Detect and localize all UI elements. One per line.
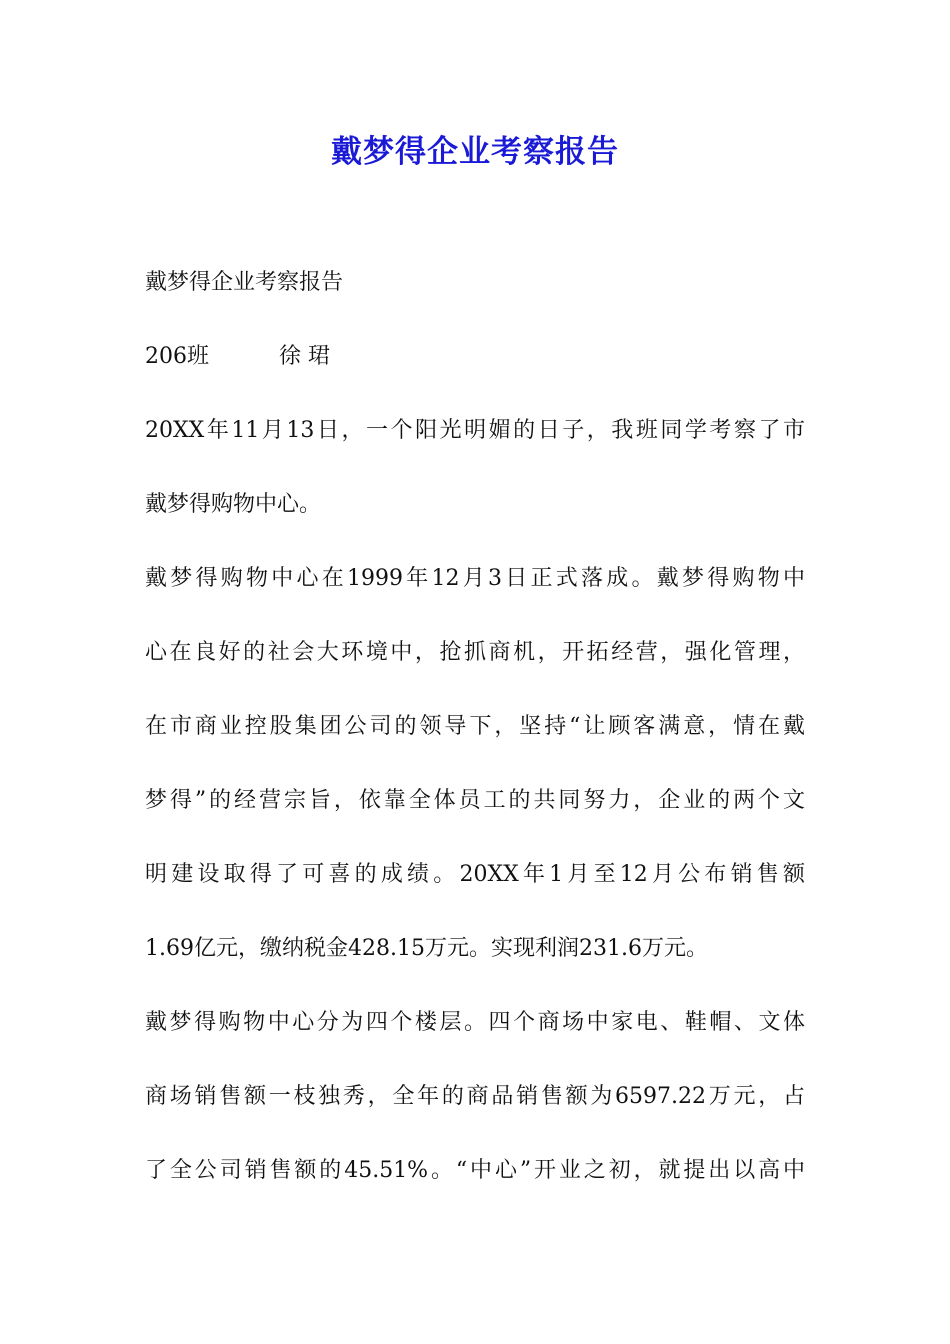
paragraph-line: 梦得”的经营宗旨，依靠全体员工的共同努力，企业的两个文 <box>145 788 805 813</box>
class-author-line <box>145 338 805 375</box>
paragraph-line: 心在良好的社会大环境中，抢抓商机，开拓经营，强化管理， <box>145 640 805 665</box>
paragraph-line: 戴梦得购物中心在1999年12月3日正式落成。戴梦得购物中 <box>145 566 805 591</box>
paragraph-line: 明建设取得了可喜的成绩。20XX年1月至12月公布销售额 <box>145 862 805 887</box>
document-title: 戴梦得企业考察报告 <box>331 134 619 170</box>
paragraph-line: 了全公司销售额的45.51%。“中心”开业之初，就提出以高中 <box>145 1158 805 1183</box>
paragraph-line: 戴梦得购物中心分为四个楼层。四个商场中家电、鞋帽、文体 <box>145 1010 805 1035</box>
author-name: 徐 珺 <box>279 344 330 369</box>
paragraph-line: 戴梦得购物中心。 <box>145 492 322 517</box>
paragraph-line: 商场销售额一枝独秀，全年的商品销售额为6597.22万元，占 <box>145 1084 805 1109</box>
class-label: 206班 <box>145 344 209 369</box>
paragraph-line: 在市商业控股集团公司的领导下，坚持“让顾客满意，情在戴 <box>145 714 805 739</box>
document-body <box>145 264 805 1226</box>
report-subtitle: 戴梦得企业考察报告 <box>145 270 344 295</box>
paragraph-line: 20XX年11月13日，一个阳光明媚的日子，我班同学考察了市 <box>145 418 805 443</box>
paragraph-line: 1.69亿元，缴纳税金428.15万元。实现利润231.6万元。 <box>145 936 708 961</box>
